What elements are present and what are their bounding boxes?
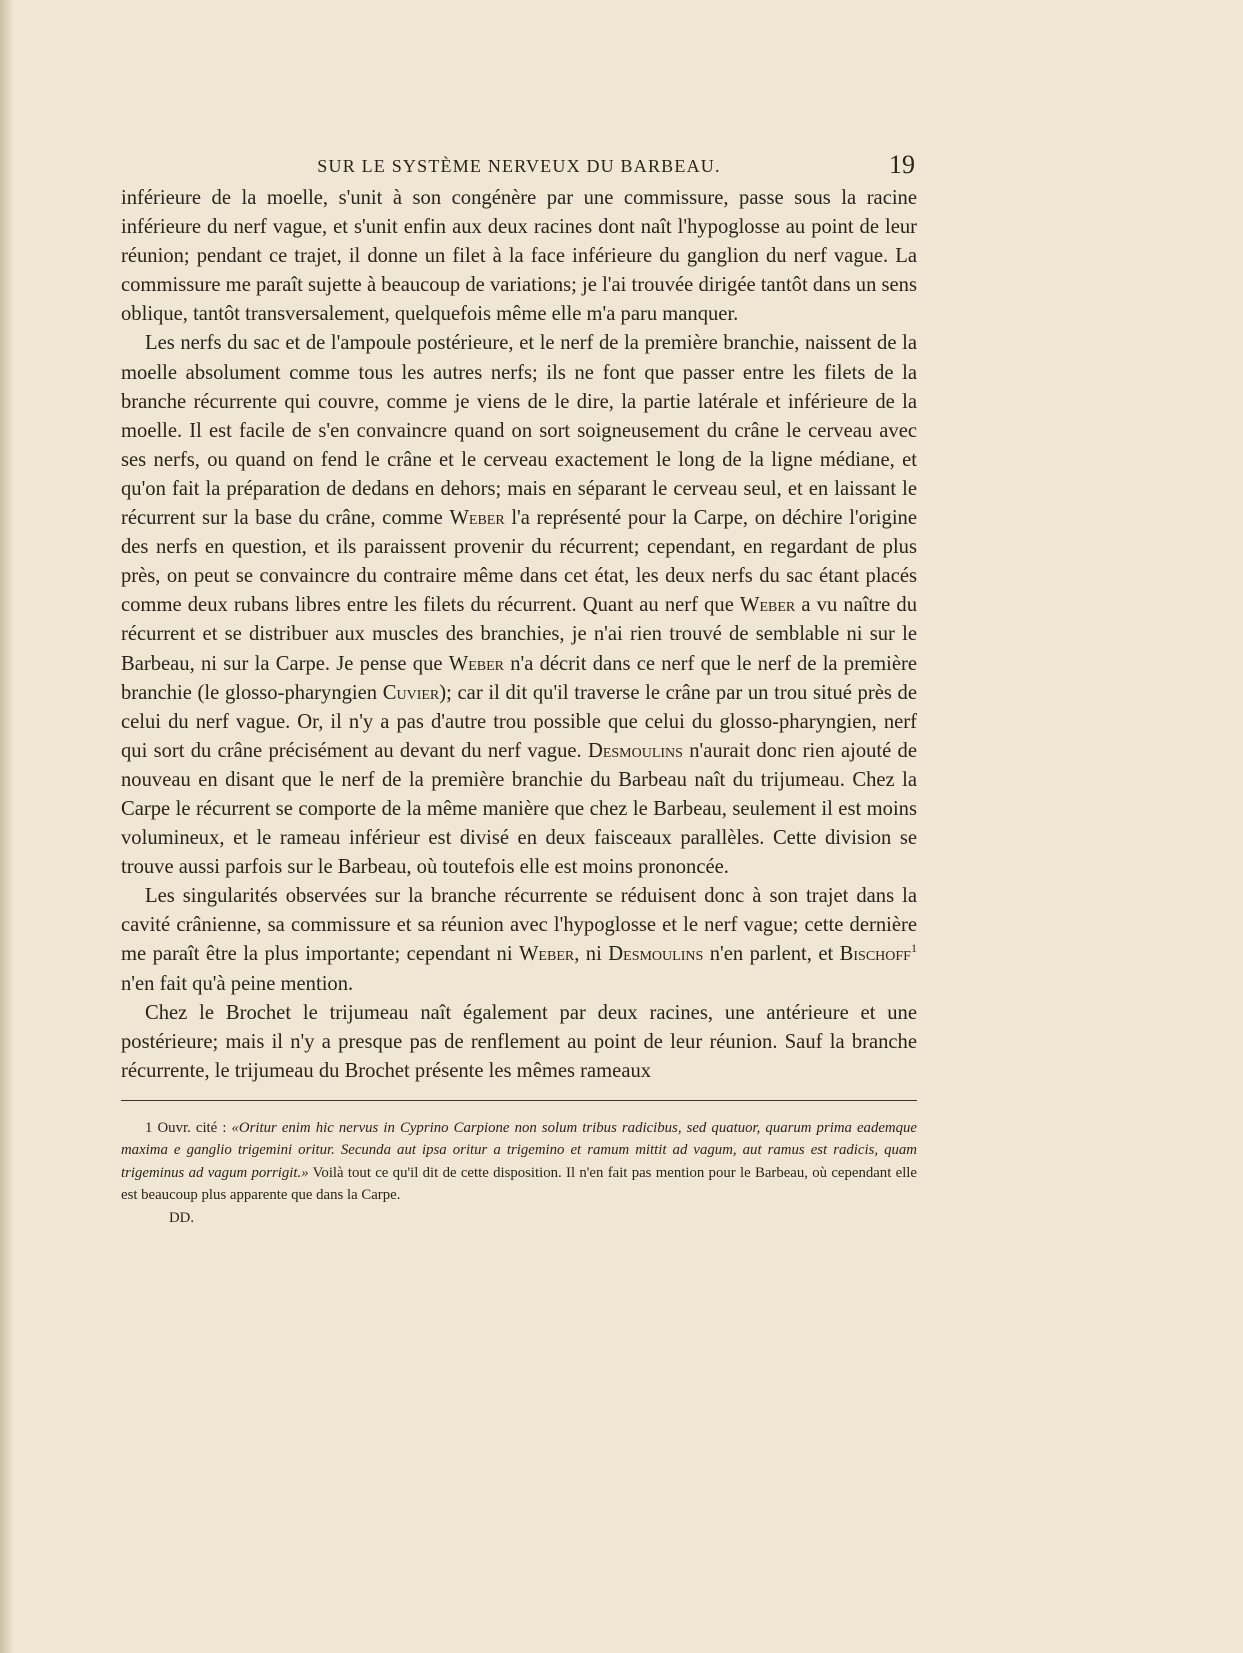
footnote-commentary: Voilà tout ce qu'il dit de cette disposition. Il n'en fait pas mention pour le Barbeau, où cependant elle est beaucoup plus apparente que dans la Carpe. [121, 1164, 917, 1204]
paragraph-4 [121, 999, 917, 1086]
footnote-marker: 1 [145, 1119, 153, 1136]
paragraph-2-text-a: Les nerfs du sac et de l'ampoule postérieure, et le nerf de la première branchie, naissent de la moelle absolument comme tous les autres nerfs; ils ne font que passer entre les filets de la branche récurrente qui couvre, comme je viens de le dire, la partie latérale et inférieure de la moelle. Il est facile de s'en convaincre quand on sort soigneusement du crâne le cerveau avec ses nerfs, ou quand on fend le crâne et le cerveau exactement le long de la ligne médiane, et qu'on fait la préparation de dedans en dehors; mais en séparant le cerveau seul, et en laissant le récurrent sur la base du crâne, comme [121, 332, 917, 530]
paragraph-2-text-c: a vu naître du récurrent et se distribuer aux muscles des branchies, je n'ai rien trouvé de semblable ni sur le Barbeau, ni sur la Carpe. Je pense que [121, 594, 917, 675]
footnote-intro: Ouvr. cité : [157, 1119, 227, 1136]
footnote-latin-quote: «Oritur enim hic nervus in Cyprino Carpione non solum tribus radicibus, sed quatuor, quarum prima eademque maxima e ganglio trigemini oritur. Secunda aut ipsa oritur a trigemino et ramum mittit ad vagum, aut ramus est radicis, quam trigeminus ad vagum porrigit.» [121, 1119, 917, 1181]
paragraph-3 [121, 882, 917, 998]
paragraph-2-text-d: n'a décrit dans ce nerf que le nerf de la première branchie (le glosso-pharyngien [121, 652, 917, 704]
paragraph-2-text-e: ); car il dit qu'il traverse le crâne par un trou situé près de celui du nerf vague. Or, il n'y a pas d'autre trou possible que celui du glosso-pharyngien, nerf qui sort du crâne précisément au devant du nerf vague. [121, 681, 917, 762]
author-weber: Weber [740, 594, 796, 617]
footnote-text [121, 1117, 917, 1230]
author-cuvier: Cuvier [382, 681, 440, 704]
running-head [121, 150, 917, 180]
author-bischoff: Bischoff [839, 943, 911, 966]
paragraph-2-text-b: l'a représenté pour la Carpe, on déchire l'origine des nerfs en question, et ils paraissent provenir du récurrent; cependant, en regardant de plus près, on peut se convaincre du contraire même dans cet état, les deux nerfs du sac étant placés comme deux rubans libres entre les filets du récurrent. Quant au nerf que [121, 507, 917, 617]
page-binding-edge [0, 0, 14, 1653]
paragraph-3-text-c: n'en parlent, et [709, 943, 834, 966]
author-desmoulins: Desmoulins [587, 739, 683, 762]
author-weber: Weber [448, 652, 504, 675]
running-title: SUR LE SYSTÈME NERVEUX DU BARBEAU. [317, 156, 721, 176]
author-desmoulins: Desmoulins [608, 943, 704, 966]
page-number: 19 [889, 150, 915, 179]
paragraph-1 [121, 184, 917, 329]
footnote-signature: DD. [169, 1209, 195, 1226]
paragraph-2-text-f: n'aurait donc rien ajouté de nouveau en disant que le nerf de la première branchie du Barbeau naît du trijumeau. Chez la Carpe le récurrent se comporte de la même manière que chez le Barbeau, seulement il est moins volumineux, et le rameau inférieur est divisé en deux faisceaux parallèles. Cette division se trouve aussi parfois sur le Barbeau, où toutefois elle est moins prononcée. [121, 739, 917, 879]
book-page [121, 150, 917, 1229]
paragraph-2 [121, 329, 917, 882]
paragraph-4-text: Chez le Brochet le trijumeau naît également par deux racines, une antérieure et une postérieure; mais il n'y a presque pas de renflement au point de leur réunion. Sauf la branche récurrente, le trijumeau du Brochet présente les mêmes rameaux [121, 1001, 917, 1082]
footnote-reference[interactable]: 1 [910, 941, 917, 956]
footnote-separator [121, 1100, 917, 1101]
paragraph-3-text-d: n'en fait qu'à peine mention. [121, 972, 354, 995]
paragraph-3-text-a: Les singularités observées sur la branche récurrente se réduisent donc à son trajet dans la cavité crânienne, sa commissure et sa réunion avec l'hypoglosse et le nerf vague; cette dernière me paraît être la plus importante; cependant ni [121, 885, 917, 966]
author-weber: Weber [519, 943, 575, 966]
footnote [121, 1117, 917, 1230]
body-text [121, 184, 917, 1086]
paragraph-1-text: inférieure de la moelle, s'unit à son congénère par une commissure, passe sous la racine inférieure du nerf vague, et s'unit enfin aux deux racines dont naît l'hypoglosse au point de leur réunion; pendant ce trajet, il donne un filet à la face inférieure du ganglion du nerf vague. La commissure me paraît sujette à beaucoup de variations; je l'ai trouvée dirigée tantôt dans un sens oblique, tantôt transversalement, quelquefois même elle m'a paru manquer. [121, 187, 917, 326]
paragraph-3-text-b: , ni [574, 943, 602, 966]
author-weber: Weber [449, 507, 505, 530]
